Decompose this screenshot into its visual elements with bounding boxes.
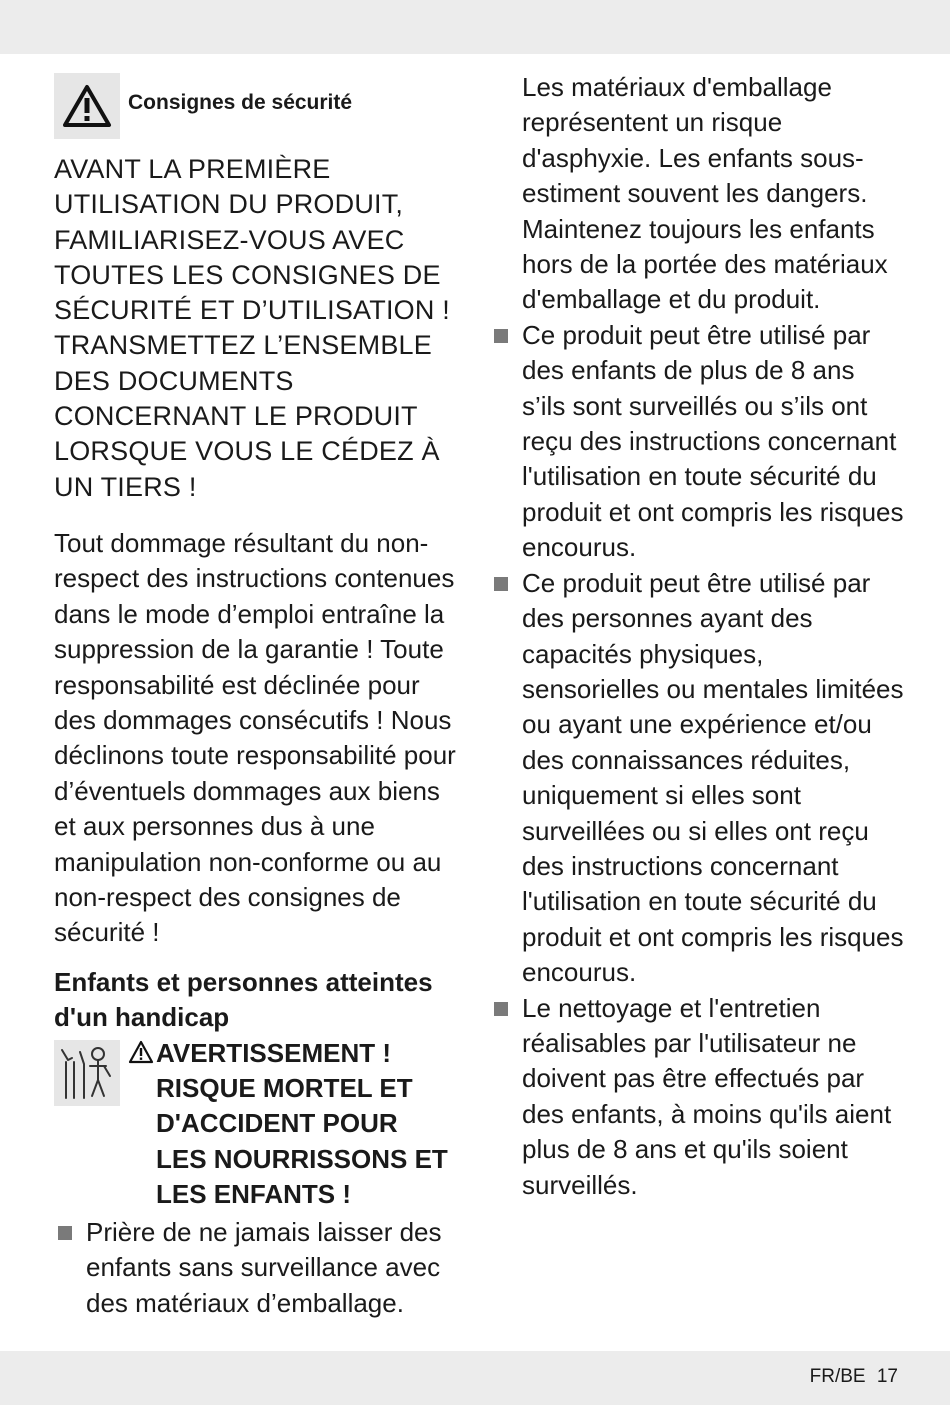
bullet-1-continued: Les matériaux d'emballage représentent un risque d'asphyxie. Les enfants sous-estiment souvent les dangers. Maintenez toujours les enfants hors de la portée des matériaux d'emballage et du produit. — [522, 72, 888, 315]
children-heading: Enfants et personnes atteintes d'un handicap — [54, 966, 433, 1033]
warning-block — [54, 1036, 464, 1213]
bullet-square-icon — [58, 1226, 72, 1240]
bullet-item-3 — [494, 566, 904, 991]
right-column — [494, 70, 904, 1203]
bullet-item-1 — [58, 1215, 464, 1321]
bullet-square-icon — [494, 577, 508, 591]
footer-band — [0, 1351, 950, 1405]
liability-paragraph: Tout dommage résultant du non-respect des instructions contenues dans le mode d’emploi entraîne la suppression de la garantie ! Toute responsabilité est déclinée pour des dommages consécutifs ! Nous déclinons toute responsabilité pour d’éventuels dommages aux biens et aux personnes dus à une manipulation non-conforme ou au non-respect des consignes de sécurité ! — [54, 527, 456, 948]
top-band — [0, 0, 950, 54]
warning-triangle-icon — [54, 73, 120, 139]
bullet-square-icon — [494, 1002, 508, 1016]
intro-caps-text: AVANT LA PREMIÈRE UTILISATION DU PRODUIT, FAMILIARISEZ-VOUS AVEC TOUTES LES CONSIGNES DE SÉCURITÉ ET D’UTILISATION ! TRANSMETTEZ L’ENSEMBLE DES DOCUMENTS CONCERNANT LE PRODUIT LORSQUE VOUS LE CÉDEZ À UN TIERS ! — [54, 154, 450, 502]
bullet-square-icon — [494, 329, 508, 343]
child-figure-icon — [54, 1040, 120, 1106]
safety-header — [54, 72, 464, 140]
page-number: 17 — [876, 1366, 898, 1387]
bullet-1-text: Prière de ne jamais laisser des enfants sans surveillance avec des matériaux d’emballage. — [86, 1216, 442, 1318]
left-column — [54, 72, 464, 1321]
footer — [810, 1366, 898, 1388]
footer-lang: FR/BE — [809, 1366, 866, 1387]
bullet-4-text: Le nettoyage et l'entretien réalisables par l'utilisateur ne doivent pas être effectués par des enfants, à moins qu'ils aient plus de 8 ans et qu'ils soient surveillés. — [522, 992, 892, 1200]
bullet-3-text: Ce produit peut être utilisé par des personnes ayant des capacités physiques, sensorielles ou mentales limitées ou ayant une expérience et/ou des connaissances réduites, uniquement si elles sont surveillées ou si elles ont reçu des instructions concernant l'utilisation en toute sécurité du produit et ont compris les risques encourus. — [522, 567, 904, 988]
safety-title: Consignes de sécurité — [128, 91, 353, 114]
bullet-item-2 — [494, 318, 904, 566]
small-warning-icon — [128, 1040, 156, 1213]
bullet-2-text: Ce produit peut être utilisé par des enfants de plus de 8 ans s’ils sont surveillés ou s’ils ont reçu des instructions concernant l'utilisation en toute sécurité du produit et ont compris les risques encourus. — [522, 319, 904, 563]
warning-text: AVERTISSEMENT ! RISQUE MORTEL ET D'ACCIDENT POUR LES NOURRISSONS ET LES ENFANTS ! — [156, 1037, 448, 1210]
warning-text-wrap — [128, 1036, 448, 1213]
bullet-item-4 — [494, 991, 904, 1203]
